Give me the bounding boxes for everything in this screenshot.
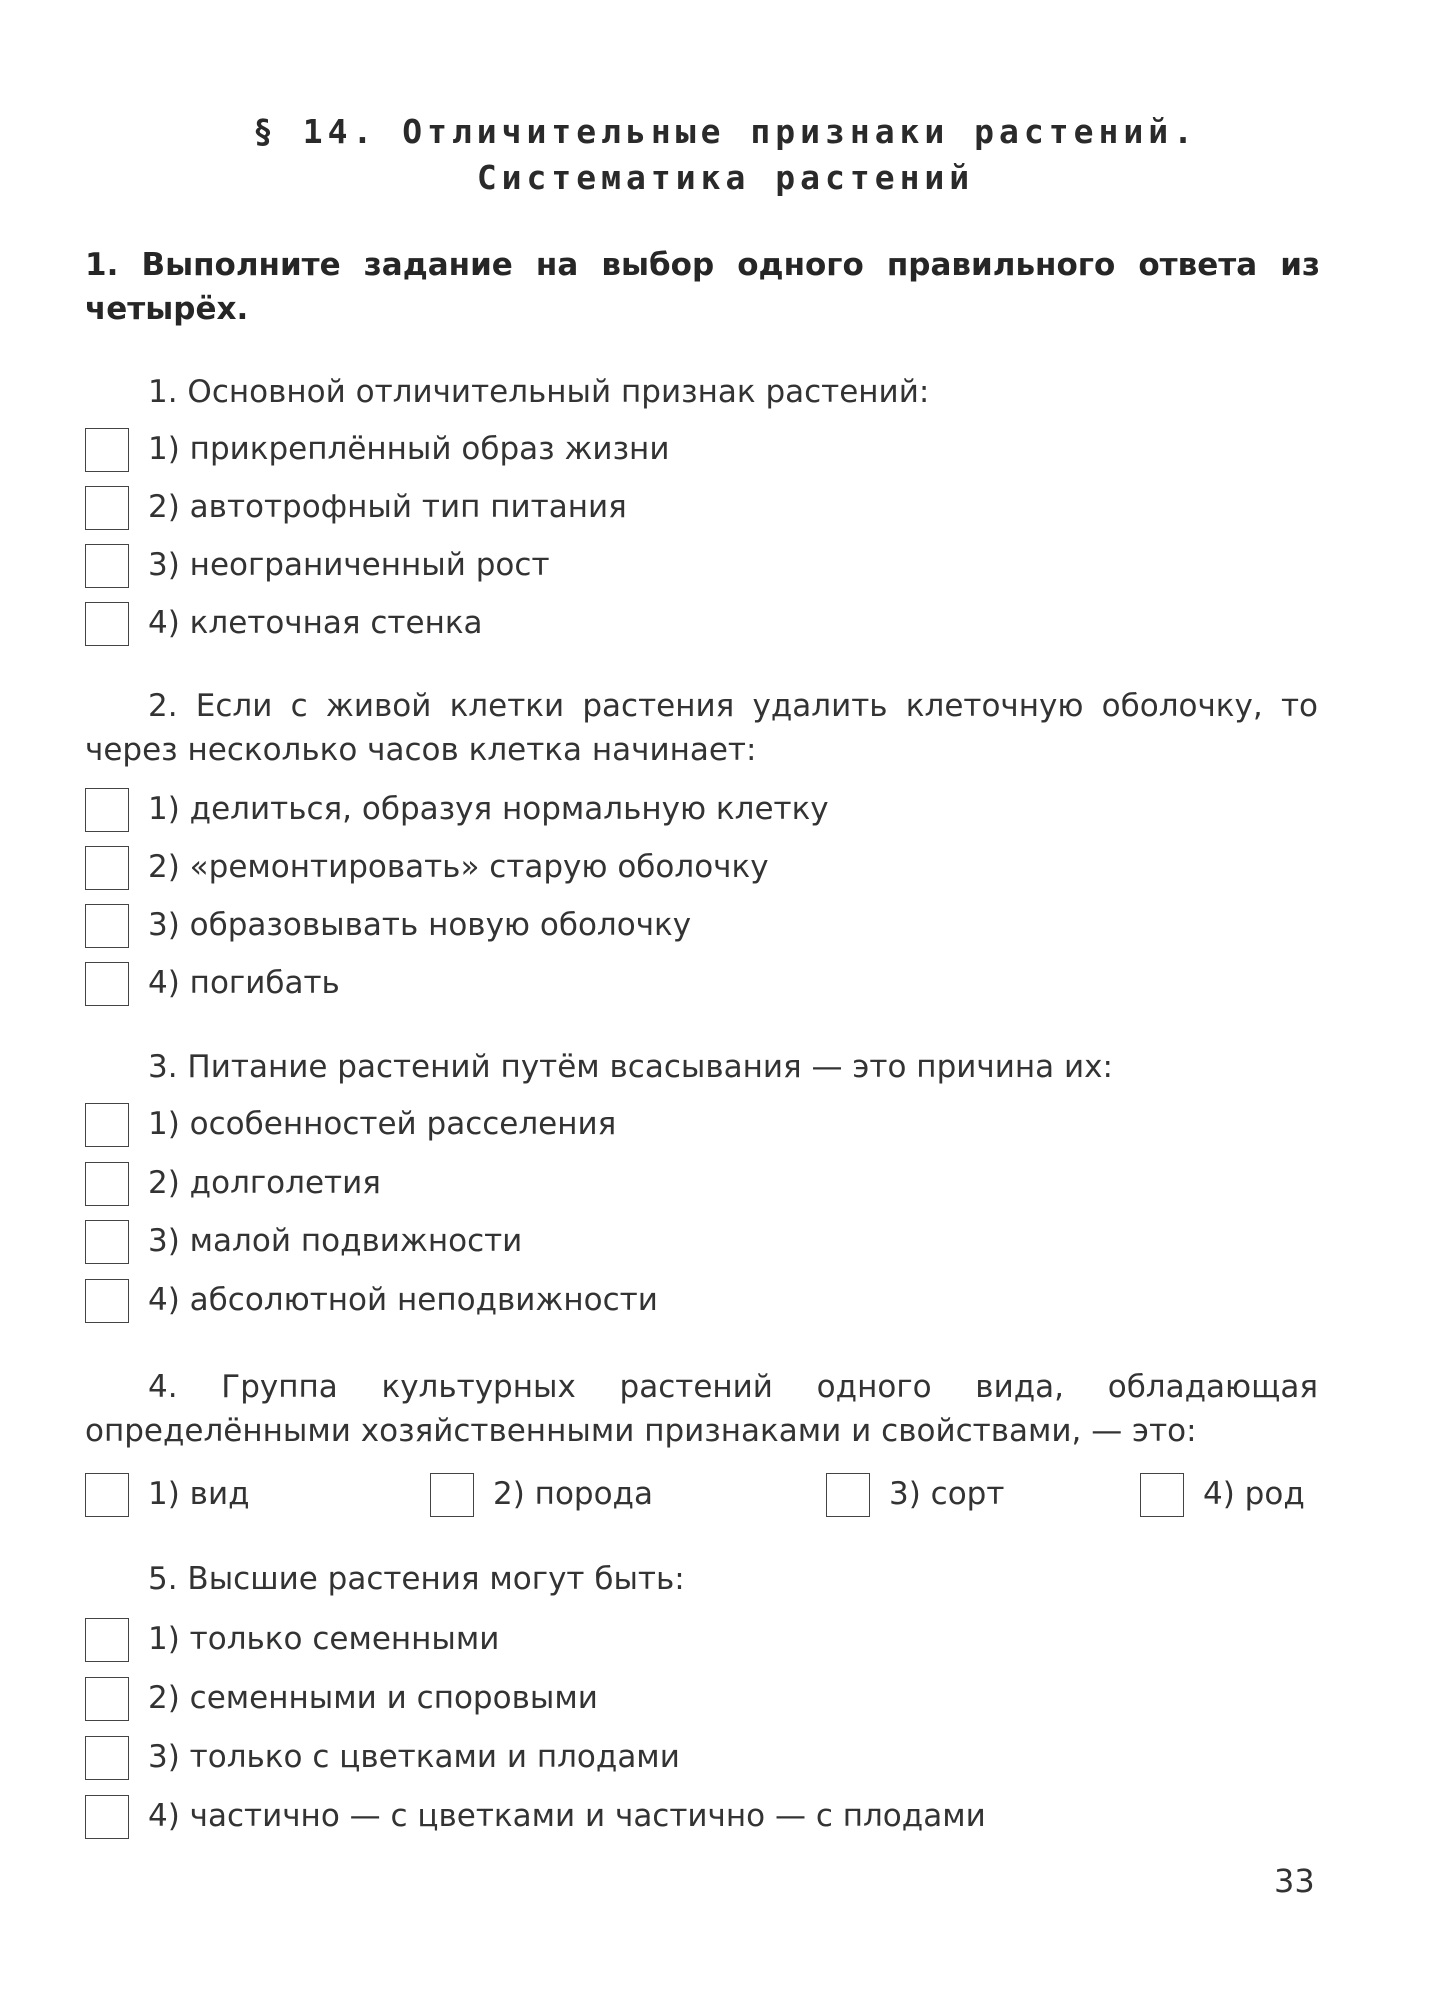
answer-checkbox[interactable]: [826, 1473, 870, 1517]
option-label: 1) делиться, образуя нормальную клетку: [148, 791, 829, 827]
answer-checkbox[interactable]: [1140, 1473, 1184, 1517]
option-label: 2) порода: [493, 1476, 653, 1512]
option-label: 1) вид: [148, 1476, 250, 1512]
option-label: 3) только с цветками и плодами: [148, 1739, 680, 1775]
answer-checkbox[interactable]: [85, 544, 129, 588]
page-number: 33: [1274, 1862, 1315, 1900]
option-label: 2) «ремонтировать» старую оболочку: [148, 849, 769, 885]
question-2-text: 2. Если с живой клетки растения удалить клеточную оболочку, то через несколько часов клетка начинает:: [85, 688, 1318, 768]
answer-checkbox[interactable]: [85, 1677, 129, 1721]
question-4-text: 4. Группа культурных растений одного вида, обладающая определёнными хозяйственными признаками и свойствами, — это:: [85, 1369, 1318, 1449]
answer-checkbox[interactable]: [85, 846, 129, 890]
answer-checkbox[interactable]: [85, 904, 129, 948]
task-instruction: 1. Выполните задание на выбор одного правильного ответа из четырёх.: [85, 247, 1320, 327]
answer-checkbox[interactable]: [85, 602, 129, 646]
answer-checkbox[interactable]: [85, 788, 129, 832]
question-1-text: 1. Основной отличительный признак растений:: [148, 374, 930, 410]
option-label: 2) долголетия: [148, 1165, 381, 1201]
section-subtitle: Систематика растений: [476, 158, 975, 197]
option-label: 4) абсолютной неподвижности: [148, 1282, 658, 1318]
answer-checkbox[interactable]: [85, 1473, 129, 1517]
answer-checkbox[interactable]: [430, 1473, 474, 1517]
answer-checkbox[interactable]: [85, 1103, 129, 1147]
answer-checkbox[interactable]: [85, 428, 129, 472]
option-label: 1) особенностей расселения: [148, 1106, 617, 1142]
question-5-text: 5. Высшие растения могут быть:: [148, 1561, 685, 1597]
option-label: 1) прикреплённый образ жизни: [148, 431, 670, 467]
section-title: § 14. Отличительные признаки растений.: [253, 112, 1198, 151]
answer-checkbox[interactable]: [85, 1279, 129, 1323]
answer-checkbox[interactable]: [85, 486, 129, 530]
answer-checkbox[interactable]: [85, 1736, 129, 1780]
option-label: 4) клеточная стенка: [148, 605, 483, 641]
option-label: 2) семенными и споровыми: [148, 1680, 598, 1716]
answer-checkbox[interactable]: [85, 1795, 129, 1839]
answer-checkbox[interactable]: [85, 1220, 129, 1264]
answer-checkbox[interactable]: [85, 1162, 129, 1206]
option-label: 1) только семенными: [148, 1621, 500, 1657]
option-label: 3) малой подвижности: [148, 1223, 523, 1259]
option-label: 4) частично — с цветками и частично — с плодами: [148, 1798, 986, 1834]
question-3-text: 3. Питание растений путём всасывания — это причина их:: [148, 1049, 1113, 1085]
option-label: 2) автотрофный тип питания: [148, 489, 627, 525]
option-label: 4) род: [1203, 1476, 1305, 1512]
option-label: 3) неограниченный рост: [148, 547, 550, 583]
answer-checkbox[interactable]: [85, 1618, 129, 1662]
option-label: 4) погибать: [148, 965, 340, 1001]
option-label: 3) сорт: [889, 1476, 1005, 1512]
option-label: 3) образовывать новую оболочку: [148, 907, 692, 943]
answer-checkbox[interactable]: [85, 962, 129, 1006]
